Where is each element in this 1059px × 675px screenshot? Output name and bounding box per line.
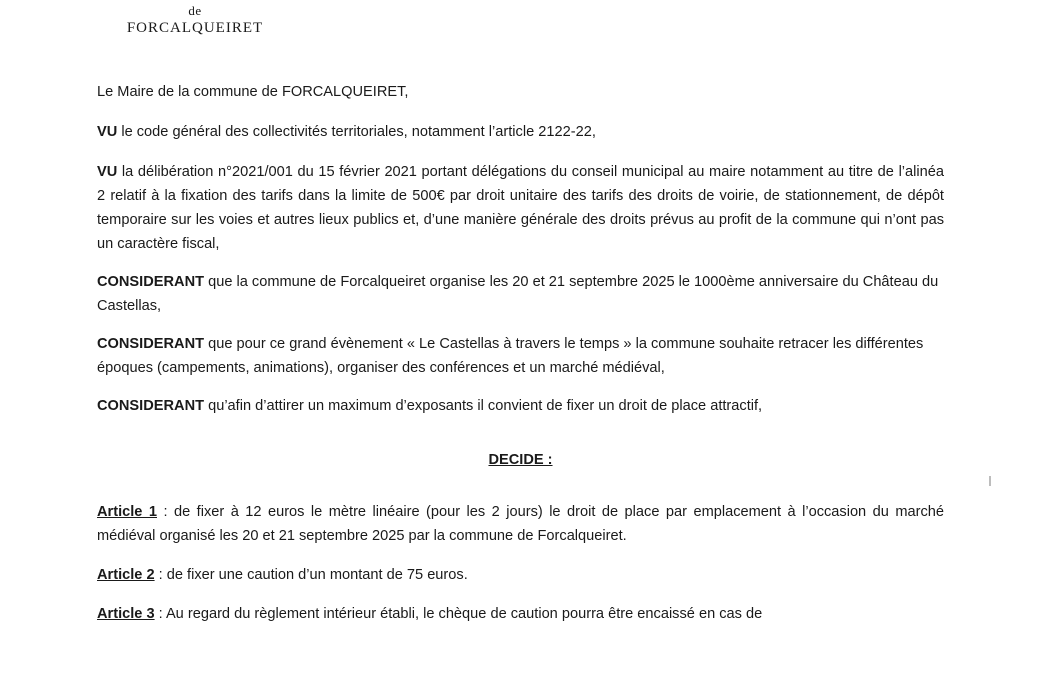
intro-line: Le Maire de la commune de FORCALQUEIRET, (97, 84, 409, 100)
vu-paragraph-1 (97, 120, 944, 144)
considerant-paragraph-2 (97, 332, 944, 380)
scan-mark (989, 476, 991, 486)
vu-keyword: VU (97, 164, 118, 180)
considerant-text: que la commune de Forcalqueiret organise les 20 et 21 septembre 2025 le 1000ème anniversaire du Château du Castellas, (97, 274, 939, 314)
article-3 (97, 602, 944, 626)
considerant-keyword: CONSIDERANT (97, 398, 205, 414)
considerant-text: que pour ce grand évènement « Le Castellas à travers le temps » la commune souhaite retracer les différentes époques (campements, animations), organiser des conférences et un marché médiéval, (97, 336, 924, 376)
vu-keyword: VU (97, 124, 118, 140)
vu-text: le code général des collectivités territoriales, notamment l’article 2122-22, (117, 124, 596, 140)
document-header (120, 0, 270, 37)
header-de: de (188, 3, 202, 18)
article-text: : de fixer une caution d’un montant de 75 euros. (154, 567, 468, 583)
vu-paragraph-2 (97, 160, 944, 256)
decide-heading: DECIDE : (488, 452, 553, 468)
considerant-paragraph-3 (97, 394, 944, 418)
considerant-keyword: CONSIDERANT (97, 336, 205, 352)
article-2 (97, 563, 944, 587)
article-label: Article 3 (97, 606, 155, 622)
considerant-keyword: CONSIDERANT (97, 274, 205, 290)
vu-text: la délibération n°2021/001 du 15 février 2021 portant délégations du conseil municipal au maire notamment au titre de l’alinéa 2 relatif à la fixation des tarifs dans la limite de 500€ par droit unitaire des tarifs des droits de voirie, de stationnement, de dépôt temporaire sur les voies et autres lieux publics et, d’une manière générale des droits prévus au profit de la commune qui n’ont pas un caractère fiscal, (97, 164, 944, 252)
article-text: : de fixer à 12 euros le mètre linéaire (pour les 2 jours) le droit de place par emplacement à l’occasion du marché médiéval organisé les 20 et 21 septembre 2025 par la commune de Forcalqueiret. (97, 504, 944, 544)
document-body (97, 80, 944, 626)
article-label: Article 2 (97, 567, 155, 583)
article-label: Article 1 (97, 504, 157, 520)
considerant-text: qu’afin d’attirer un maximum d’exposants il convient de fixer un droit de place attractif, (204, 398, 763, 414)
header-town-name: FORCALQUEIRET (126, 20, 264, 36)
article-1 (97, 500, 944, 548)
considerant-paragraph-1 (97, 270, 944, 318)
article-text: : Au regard du règlement intérieur établi, le chèque de caution pourra être encaissé en cas de (154, 606, 763, 622)
